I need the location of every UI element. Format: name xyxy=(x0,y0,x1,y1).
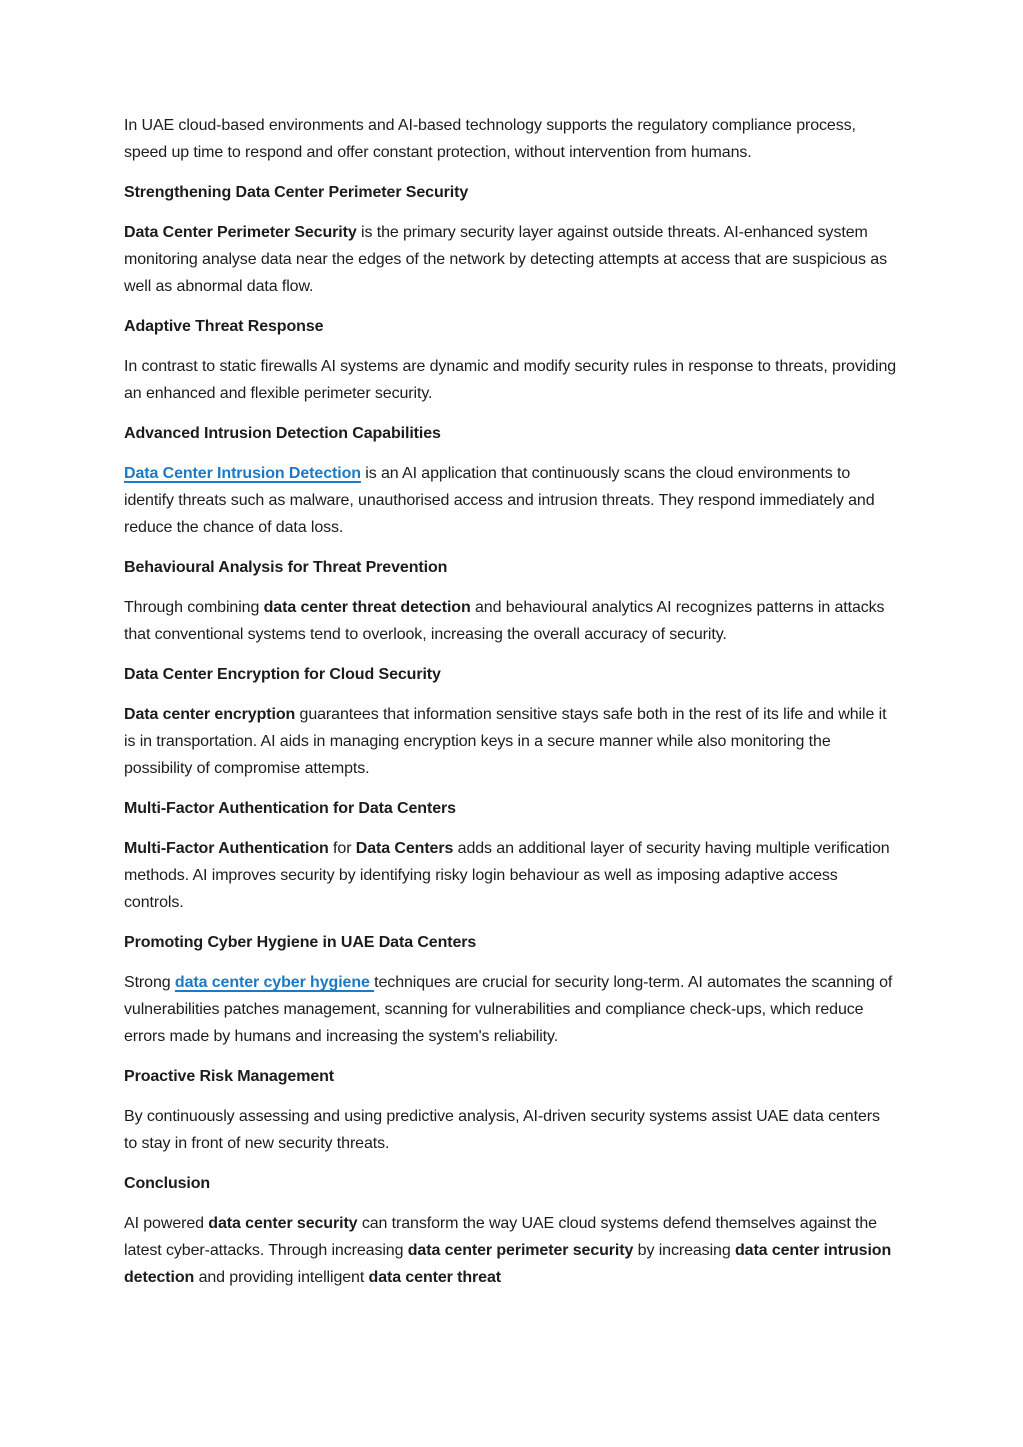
text-run: Strong xyxy=(124,974,175,991)
paragraph xyxy=(124,969,897,1050)
text-run: Through combining xyxy=(124,599,264,616)
text-run: adds an additional layer of security having multiple verification methods. AI improves security by identifying risky login behaviour as well as imposing adaptive access controls. xyxy=(124,840,890,911)
bold-text-run: Proactive Risk Management xyxy=(124,1068,335,1085)
paragraph xyxy=(124,219,897,300)
text-run: In contrast to static firewalls AI systems are dynamic and modify security rules in response to threats, providing an enhanced and flexible perimeter security. xyxy=(124,358,897,402)
text-run: guarantees that information sensitive stays safe both in the rest of its life and while it is in transportation. AI aids in managing encryption keys in a secure manner while also monitoring the possibility of compromise attempts. xyxy=(124,706,887,777)
section-heading xyxy=(124,795,897,822)
paragraph xyxy=(124,594,897,648)
bold-text-run: Multi-Factor Authentication for Data Centers xyxy=(124,800,456,817)
text-run: and providing intelligent xyxy=(194,1269,369,1286)
bold-text-run: Multi-Factor Authentication xyxy=(124,840,329,857)
text-run: by increasing xyxy=(633,1242,735,1259)
section-heading xyxy=(124,420,897,447)
paragraph xyxy=(124,460,897,541)
bold-text-run: Data Center Perimeter Security xyxy=(124,224,357,241)
bold-text-run: Data Centers xyxy=(355,840,454,857)
section-heading xyxy=(124,929,897,956)
section-heading xyxy=(124,1170,897,1197)
text-run: By continuously assessing and using predictive analysis, AI-driven security systems assist UAE data centers to stay in front of new security threats. xyxy=(124,1108,880,1152)
section-heading xyxy=(124,554,897,581)
text-run: techniques are crucial for security long-term. AI automates the scanning of vulnerabilities patches management, scanning for vulnerabilities and compliance check-ups, which reduce errors made by humans and increasing the system's reliability. xyxy=(124,974,893,1045)
bold-text-run: Promoting Cyber Hygiene in UAE Data Centers xyxy=(124,934,477,951)
paragraph xyxy=(124,353,897,407)
section-heading xyxy=(124,179,897,206)
paragraph xyxy=(124,835,897,916)
bold-text-run: data center threat xyxy=(368,1269,501,1286)
text-run: is the primary security layer against outside threats. AI-enhanced system monitoring analyse data near the edges of the network by detecting attempts at access that are suspicious as well as abnormal data flow. xyxy=(124,224,887,295)
text-run: and behavioural analytics AI recognizes patterns in attacks that conventional systems tend to overlook, increasing the overall accuracy of security. xyxy=(124,599,885,643)
hyperlink[interactable]: data center cyber hygiene xyxy=(174,974,375,991)
paragraph xyxy=(124,701,897,782)
bold-text-run: Advanced Intrusion Detection Capabilities xyxy=(124,425,441,442)
text-run: AI powered xyxy=(124,1215,209,1232)
section-heading xyxy=(124,661,897,688)
bold-text-run: data center perimeter security xyxy=(407,1242,634,1259)
bold-text-run: Conclusion xyxy=(124,1175,211,1192)
bold-text-run: Data center encryption xyxy=(124,706,296,723)
bold-text-run: Adaptive Threat Response xyxy=(124,318,324,335)
bold-text-run: data center intrusion detection xyxy=(124,1242,892,1286)
text-run: is an AI application that continuously scans the cloud environments to identify threats such as malware, unauthorised access and intrusion threats. They respond immediately and reduce the chance of data loss. xyxy=(124,465,875,536)
document-content xyxy=(124,112,897,1291)
section-heading xyxy=(124,313,897,340)
text-run: In UAE cloud-based environments and AI-based technology supports the regulatory compliance process, speed up time to respond and offer constant protection, without intervention from humans. xyxy=(124,117,856,161)
text-run: for xyxy=(328,840,356,857)
bold-text-run: Strengthening Data Center Perimeter Security xyxy=(124,184,469,201)
paragraph xyxy=(124,1210,897,1291)
section-heading xyxy=(124,1063,897,1090)
hyperlink[interactable]: Data Center Intrusion Detection xyxy=(124,465,361,482)
bold-text-run: Data Center Encryption for Cloud Security xyxy=(124,666,441,683)
paragraph xyxy=(124,112,897,166)
bold-text-run: Behavioural Analysis for Threat Prevention xyxy=(124,559,448,576)
paragraph xyxy=(124,1103,897,1157)
bold-text-run: data center security xyxy=(208,1215,358,1232)
text-run: can transform the way UAE cloud systems defend themselves against the latest cyber-attacks. Through increasing xyxy=(124,1215,877,1259)
bold-text-run: data center threat detection xyxy=(263,599,471,616)
